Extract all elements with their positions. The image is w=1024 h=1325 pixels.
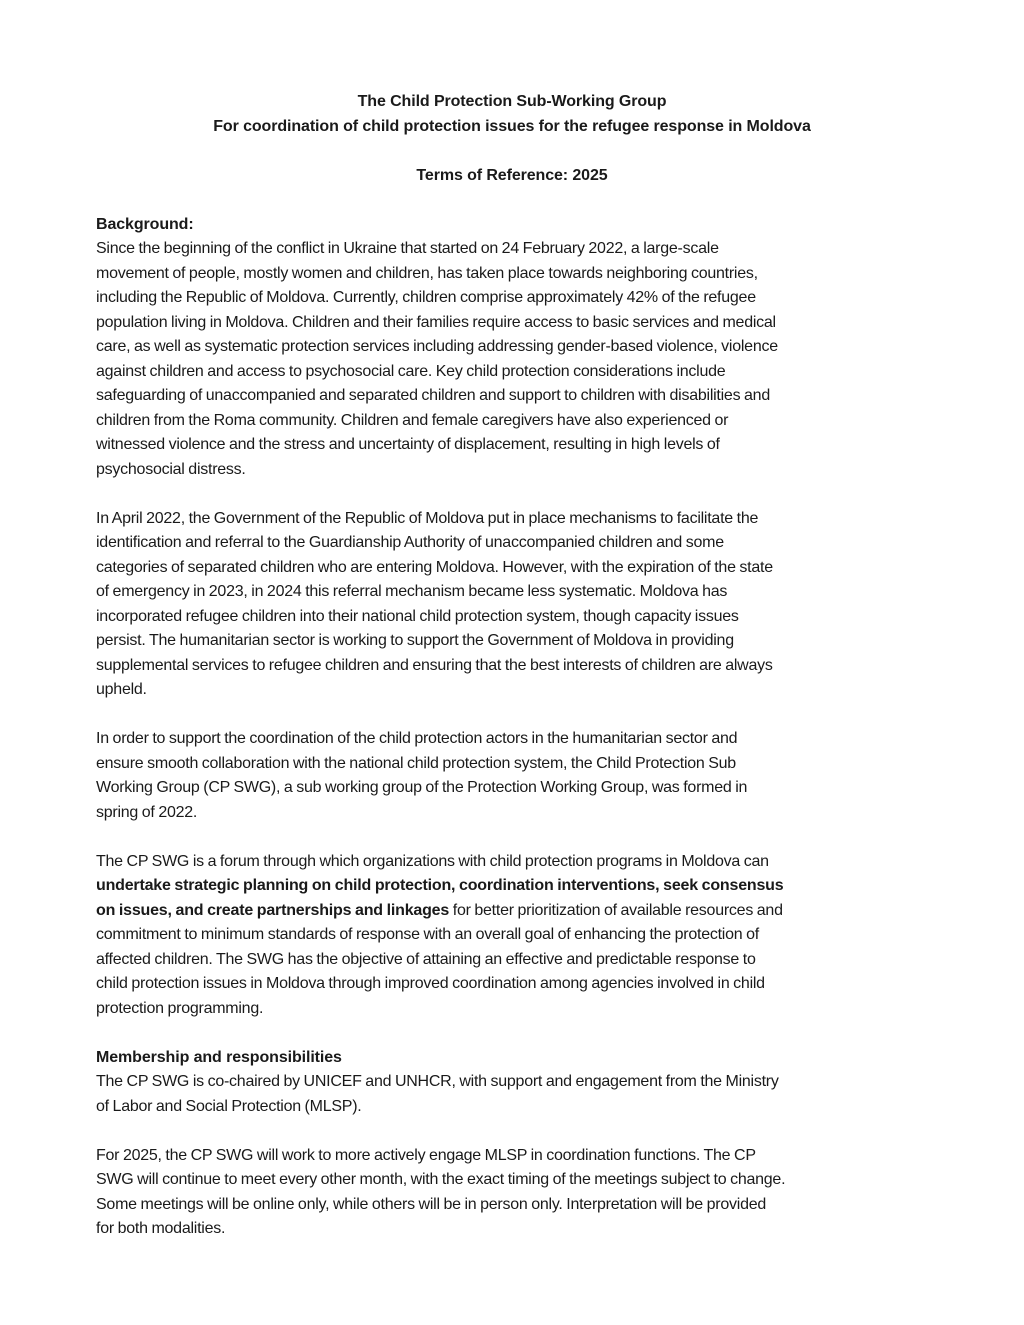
text-line: children from the Roma community. Children and female caregivers have also experienced or	[96, 411, 729, 429]
text-line: including the Republic of Moldova. Currently, children comprise approximately 42% of the refugee	[96, 289, 756, 306]
text-line: psychosocial distress.	[96, 460, 246, 478]
text-line: The CP SWG is a forum through which organizations with child protection programs in Moldova can	[96, 852, 769, 870]
text-line: identification and referral to the Guardianship Authority of unaccompanied children and some	[96, 534, 724, 551]
section-heading-membership: Membership and responsibilities	[96, 1048, 342, 1066]
section-heading-background: Background:	[96, 215, 194, 233]
spacer	[96, 1119, 928, 1144]
spacer	[96, 1021, 928, 1046]
bold-text-line: undertake strategic planning on child protection, coordination interventions, seek consensus	[96, 877, 784, 894]
text-line: of Labor and Social Protection (MLSP).	[96, 1097, 362, 1115]
text-line: spring of 2022.	[96, 803, 198, 821]
text-line: incorporated refugee children into their national child protection system, though capacity issues	[96, 607, 739, 625]
terms-of-reference-title: Terms of Reference: 2025	[416, 166, 608, 184]
text-line: The CP SWG is co-chaired by UNICEF and UNHCR, with support and engagement from the Ministry	[96, 1073, 779, 1090]
text-line: Some meetings will be online only, while others will be in person only. Interpretation will be provided	[96, 1195, 767, 1213]
text-span: for better prioritization of available resources and	[449, 901, 783, 919]
text-line: supplemental services to refugee children and ensuring that the best interests of children are always	[96, 656, 773, 674]
text-line: For 2025, the CP SWG will work to more actively engage MLSP in coordination functions. The CP	[96, 1146, 756, 1164]
text-line: movement of people, mostly women and children, has taken place towards neighboring countries,	[96, 264, 758, 282]
text-line: In April 2022, the Government of the Republic of Moldova put in place mechanisms to facilitate the	[96, 509, 759, 527]
text-line: against children and access to psychosocial care. Key child protection considerations include	[96, 362, 726, 380]
text-line: categories of separated children who are entering Moldova. However, with the expiration of the state	[96, 558, 773, 576]
text-line	[96, 899, 928, 924]
paragraph-membership-2	[96, 1144, 928, 1242]
text-line: ensure smooth collaboration with the national child protection system, the Child Protection Sub	[96, 754, 736, 772]
paragraph-background-4	[96, 850, 928, 1022]
text-line: persist. The humanitarian sector is working to support the Government of Moldova in providing	[96, 632, 734, 649]
text-line: of emergency in 2023, in 2024 this referral mechanism became less systematic. Moldova has	[96, 583, 728, 600]
spacer	[96, 825, 928, 850]
text-line: population living in Moldova. Children and their families require access to basic services and medical	[96, 313, 776, 331]
paragraph-membership-1	[96, 1070, 928, 1119]
text-line: protection programming.	[96, 999, 264, 1017]
text-line: child protection issues in Moldova through improved coordination among agencies involved in child	[96, 975, 765, 992]
spacer	[96, 188, 928, 213]
text-line: SWG will continue to meet every other month, with the exact timing of the meetings subject to change.	[96, 1171, 786, 1188]
text-line: safeguarding of unaccompanied and separated children and support to children with disabilities and	[96, 387, 770, 404]
document-page	[96, 90, 928, 1242]
spacer	[96, 139, 928, 164]
bold-text-span: on issues, and create partnerships and linkages	[96, 901, 450, 919]
text-line: In order to support the coordination of the child protection actors in the humanitarian sector and	[96, 730, 738, 747]
text-line: Working Group (CP SWG), a sub working group of the Protection Working Group, was formed in	[96, 779, 748, 796]
text-line: upheld.	[96, 681, 147, 698]
document-subtitle: For coordination of child protection issues for the refugee response in Moldova	[213, 117, 811, 135]
spacer	[96, 703, 928, 728]
text-line: Since the beginning of the conflict in Ukraine that started on 24 February 2022, a large-scale	[96, 240, 719, 257]
spacer	[96, 482, 928, 507]
document-title: The Child Protection Sub-Working Group	[357, 93, 667, 110]
paragraph-background-1	[96, 237, 928, 482]
text-line: care, as well as systematic protection services including addressing gender-based violence, violence	[96, 338, 778, 355]
text-line: affected children. The SWG has the objective of attaining an effective and predictable response to	[96, 950, 756, 968]
document-title-block	[96, 90, 928, 213]
text-line: witnessed violence and the stress and uncertainty of displacement, resulting in high levels of	[96, 436, 720, 453]
paragraph-background-2	[96, 507, 928, 703]
text-line: for both modalities.	[96, 1220, 226, 1237]
text-line: commitment to minimum standards of response with an overall goal of enhancing the protection of	[96, 926, 759, 943]
paragraph-background-3	[96, 727, 928, 825]
